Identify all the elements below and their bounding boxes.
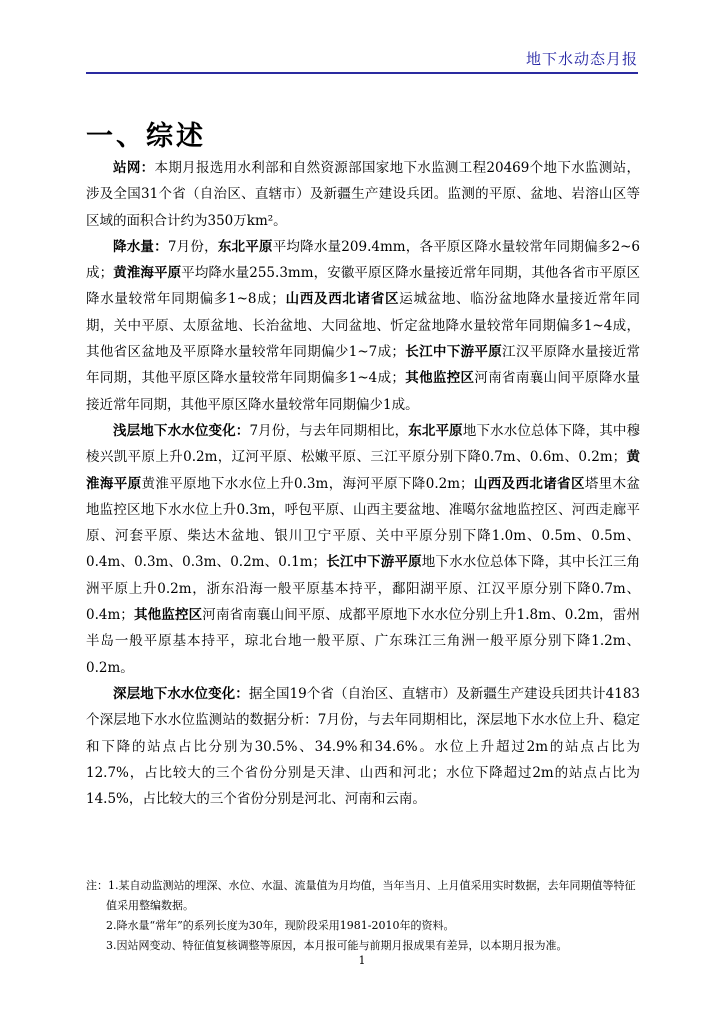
- region-name: 东北平原: [408, 422, 463, 439]
- region-name: 长江中下游平原: [326, 554, 422, 571]
- shallow-text: 地下水水位总体下降，其中穆棱兴凯平原上升0.2m，辽河平原、松嫩平原、三江平原分别下降0.7m、0.6m、0.2m；: [86, 422, 641, 466]
- region-name: 长江中下游平原: [404, 344, 503, 361]
- rain-text: 河南省南襄山间平原降水量接近常年同期，其他平原区降水量较常年同期偏少1成。: [86, 370, 641, 413]
- region-name: 山西及西北诸省区: [473, 475, 585, 492]
- deep-label: 深层地下水水位变化：: [113, 685, 249, 702]
- shallow-text: 7月份，与去年同期相比，: [249, 422, 409, 439]
- region-name: 其他监控区: [404, 370, 475, 387]
- rain-label: 降水量：: [113, 238, 168, 255]
- shallow-paragraph: [86, 418, 640, 681]
- region-name: 其他监控区: [133, 607, 203, 624]
- shallow-label: 浅层地下水水位变化：: [113, 422, 250, 439]
- rain-text: 运城盆地、临汾盆地降水量接近常年同期，关中平原、太原盆地、长治盆地、大同盆地、忻定盆地降水量较常年同期偏多1~4成，其他省区盆地及平原降水量较常年同期偏少1~7成；: [86, 291, 640, 361]
- footnote-2: 2.降水量“常年”的系列长度为30年，现阶段采用1981-2010年的资料。: [106, 919, 455, 932]
- header-divider: [86, 72, 638, 74]
- shallow-text: 黄淮平原地下水水位上升0.3m，海河平原下降0.2m；: [141, 475, 474, 492]
- shallow-text: 塔里木盆地监控区地下水水位上升0.3m，呼包平原、山西主要盆地、准噶尔盆地监控区、河西走廊平原、河套平原、柴达木盆地、银川卫宁平原、关中平原分别下降1.0m、0.5m、0.5m、0.4m、0.3m、0.3m、0.2m、0.1m；: [86, 475, 641, 571]
- stations-text: 本期月报选用水利部和自然资源部国家地下水监测工程20469个地下水监测站，涉及全国31个省（自治区、直辖市）及新疆生产建设兵团。监测的平原、盆地、岩溶山区等区域的面积合计约为350万km²。: [86, 160, 641, 229]
- region-name: 东北平原: [217, 238, 273, 255]
- shallow-text: 河南省南襄山间平原、成都平原地下水水位分别上升1.8m、0.2m，雷州半岛一般平原基本持平，琼北台地一般平原、广东珠江三角洲一般平原分别下降1.2m、0.2m。: [86, 607, 641, 676]
- section-title: 一、综述: [86, 121, 206, 152]
- shallow-text: 地下水水位总体下降，其中长江三角洲平原上升0.2m，浙东沿海一般平原基本持平，鄱阳湖平原、江汉平原分别下降0.7m、0.4m；: [86, 554, 641, 624]
- region-name: 黄淮海平原: [86, 449, 640, 492]
- rain-text: 7月份，: [167, 238, 218, 255]
- rain-text: 平均降水量255.3mm，安徽平原区降水量接近常年同期，其他各省市平原区降水量较常年同期偏多1~8成；: [86, 265, 641, 308]
- region-name: 山西及西北诸省区: [284, 291, 400, 308]
- stations-paragraph: [86, 155, 640, 234]
- rain-text: 江汉平原降水量接近常年同期，其他平原区降水量较常年同期偏多1~4成；: [86, 344, 641, 387]
- deep-paragraph: [86, 681, 640, 812]
- page-number: 1: [358, 954, 366, 967]
- deep-text: 据全国19个省（自治区、直辖市）及新疆生产建设兵团共计4183个深层地下水水位监测站的数据分析：7月份，与去年同期相比，深层地下水水位上升、稳定和下降的站点占比分别为30.5%、34.9%和34.6%。水位上升超过2m的站点占比为12.7%，占比较大的三个省份分别是天津、山西和河北；水位下降超过2m的站点占比为14.5%，占比较大的三个省份分别是河北、河南和云南。: [86, 685, 640, 808]
- footnotes: [86, 876, 646, 956]
- footnote-3: 3.因站网变动、特征值复核调整等原因，本月报可能与前期月报成果有差异，以本期月报为准。: [106, 939, 568, 952]
- footnote-1: 注：1.某自动监测站的埋深、水位、水温、流量值为月均值，当年当月、上月值采用实时数据，去年同期值等特征值采用整编数据。: [86, 879, 636, 912]
- report-header-title: 地下水动态月报: [525, 50, 638, 68]
- region-name: 黄淮海平原: [113, 265, 182, 282]
- rain-paragraph: [86, 234, 640, 418]
- summary-body: [86, 155, 640, 812]
- rain-text: 平均降水量209.4mm，各平原区降水量较常年同期偏多2~6成；: [86, 238, 641, 282]
- stations-label: 站网：: [113, 160, 155, 176]
